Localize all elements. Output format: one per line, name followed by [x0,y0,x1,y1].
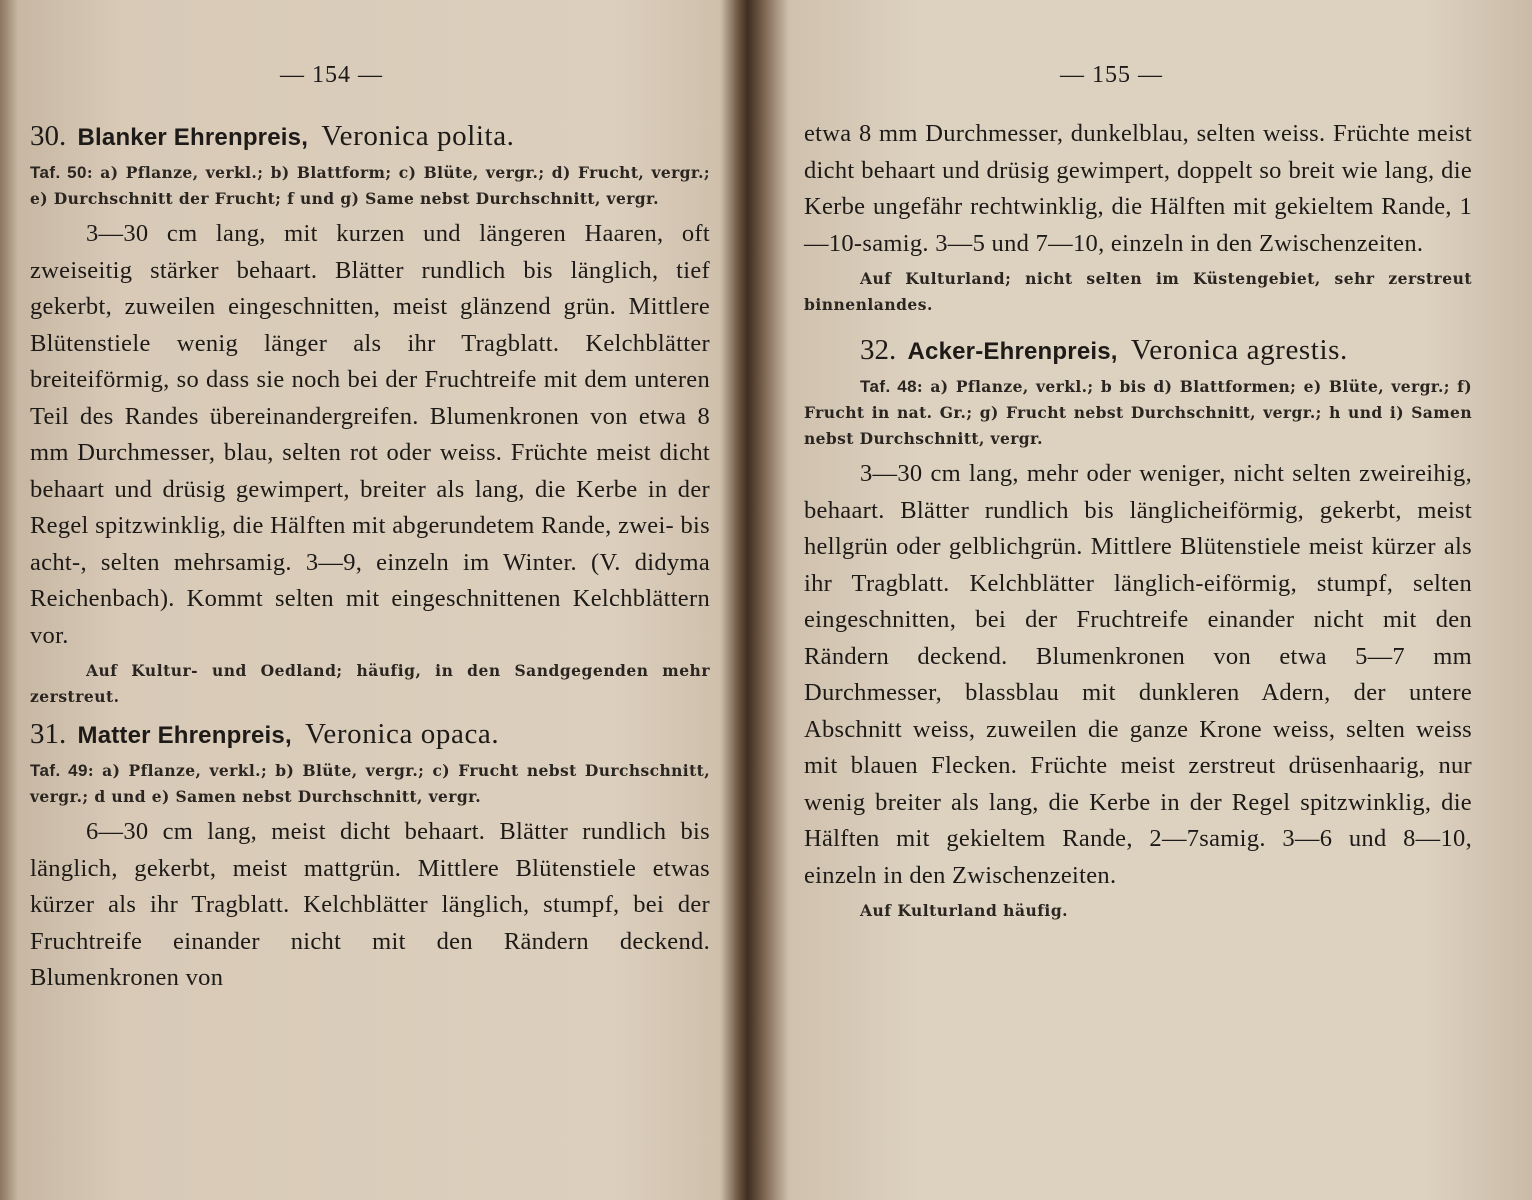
species-number: 30. [30,120,67,152]
german-name: Matter Ehrenpreis, [77,722,292,749]
species-description-31: 6—30 cm lang, meist dicht behaart. Blätter rundlich bis länglich, gekerbt, meist mattgrün. Mittlere Blütenstiele etwas kürzer als ihr Tragblatt. Kelchblätter länglich, stumpf, bei der Fruchtreife einander nicht mit den Rändern deckend. Blumenkronen von [30,818,710,991]
species-heading-30 [30,116,710,158]
plate-reference-30 [30,160,710,212]
species-description-31-continued: etwa 8 mm Durchmesser, dunkelblau, selten weiss. Früchte meist dicht behaart und drüsig gewimpert, doppelt so breit wie lang, die Kerbe ungefähr rechtwinklig, die Hälften mit gekieltem Rande, 1—10-samig. 3—5 und 7—10, einzeln in den Zwischenzeiten. [804,120,1472,257]
habitat-note-30: Auf Kultur- und Oedland; häufig, in den Sandgegenden mehr zerstreut. [30,661,710,706]
species-heading-32 [804,330,1472,372]
plate-label: Taf. 50 [30,163,87,182]
plate-caption: : a) Pflanze, verkl.; b) Blattform; c) Blüte, vergr.; d) Frucht, vergr.; e) Durchschnitt der Frucht; f und g) Same nebst Durchschnitt, vergr. [30,163,710,208]
species-number: 32. [860,334,897,366]
latin-name: Veronica opaca. [305,718,500,750]
german-name: Acker-Ehrenpreis, [907,338,1118,365]
species-description-30: 3—30 cm lang, mit kurzen und längeren Haaren, oft zweiseitig stärker behaart. Blätter rundlich bis länglich, tief gekerbt, zuweilen eingeschnitten, meist glänzend grün. Mittlere Blütenstiele wenig länger als ihr Tragblatt. Kelchblätter breiteiförmig, so dass sie noch bei der Fruchtreife mit dem unteren Teil des Randes übereinandergreifen. Blumenkronen von etwa 8 mm Durchmesser, blau, selten rot oder weiss. Früchte meist dicht behaart und drüsig gewimpert, breiter als lang, die Kerbe in der Regel spitzwinklig, die Hälften mit abgerundetem Rande, zwei- bis acht-, selten mehrsamig. 3—9, einzeln im Winter. (V. didyma Reichenbach). Kommt selten mit eingeschnittenen Kelchblättern vor. [30,220,710,649]
plate-label: Taf. 48 [860,377,917,396]
german-name: Blanker Ehrenpreis, [77,124,309,151]
habitat-note-32: Auf Kulturland häufig. [860,901,1069,920]
right-page-text [804,116,1472,928]
species-description-32: 3—30 cm lang, mehr oder weniger, nicht selten zweireihig, behaart. Blätter rundlich bis länglicheiförmig, gekerbt, meist hellgrün oder gelblichgrün. Mittlere Blütenstiele meist kürzer als ihr Tragblatt. Kelchblätter länglich-eiförmig, stumpf, selten eingeschnitten, bei der Fruchtreife einander nicht mit den Rändern deckend. Blumenkronen von etwa 5—7 mm Durchmesser, blassblau mit dunkleren Adern, der untere Abschnitt weiss, zuweilen die ganze Krone weiss, selten weiss mit blauen Flecken. Früchte meist zerstreut drüsenhaarig, nur wenig breiter als lang, die Kerbe in der Regel spitzwinklig, die Hälften mit gekieltem Rande, 2—7samig. 3—6 und 8—10, einzeln in den Zwischenzeiten. [804,460,1472,889]
left-page-text [30,116,710,997]
page-edge-shadow [0,0,18,1200]
plate-caption: : a) Pflanze, verkl.; b) Blüte, vergr.; c) Frucht nebst Durchschnitt, vergr.; d und e) Samen nebst Durchschnitt, vergr. [30,761,711,806]
left-page [0,0,740,1200]
plate-label: Taf. 49 [30,761,88,780]
page-number: — 154 — [280,62,383,88]
species-number: 31. [30,718,67,750]
right-page [770,0,1532,1200]
latin-name: Veronica agrestis. [1130,334,1348,366]
species-heading-31 [30,714,710,756]
latin-name: Veronica polita. [321,120,515,152]
plate-reference-31 [30,758,710,810]
plate-reference-32 [804,374,1472,452]
page-number: — 155 — [1060,62,1163,88]
plate-caption: : a) Pflanze, verkl.; b bis d) Blattformen; e) Blüte, vergr.; f) Frucht in nat. Gr.; g) Frucht nebst Durchschnitt, vergr.; h und i) Samen nebst Durchschnitt, vergr. [804,377,1472,448]
habitat-note-31: Auf Kulturland; nicht selten im Küstengebiet, sehr zerstreut binnenlandes. [804,269,1472,314]
